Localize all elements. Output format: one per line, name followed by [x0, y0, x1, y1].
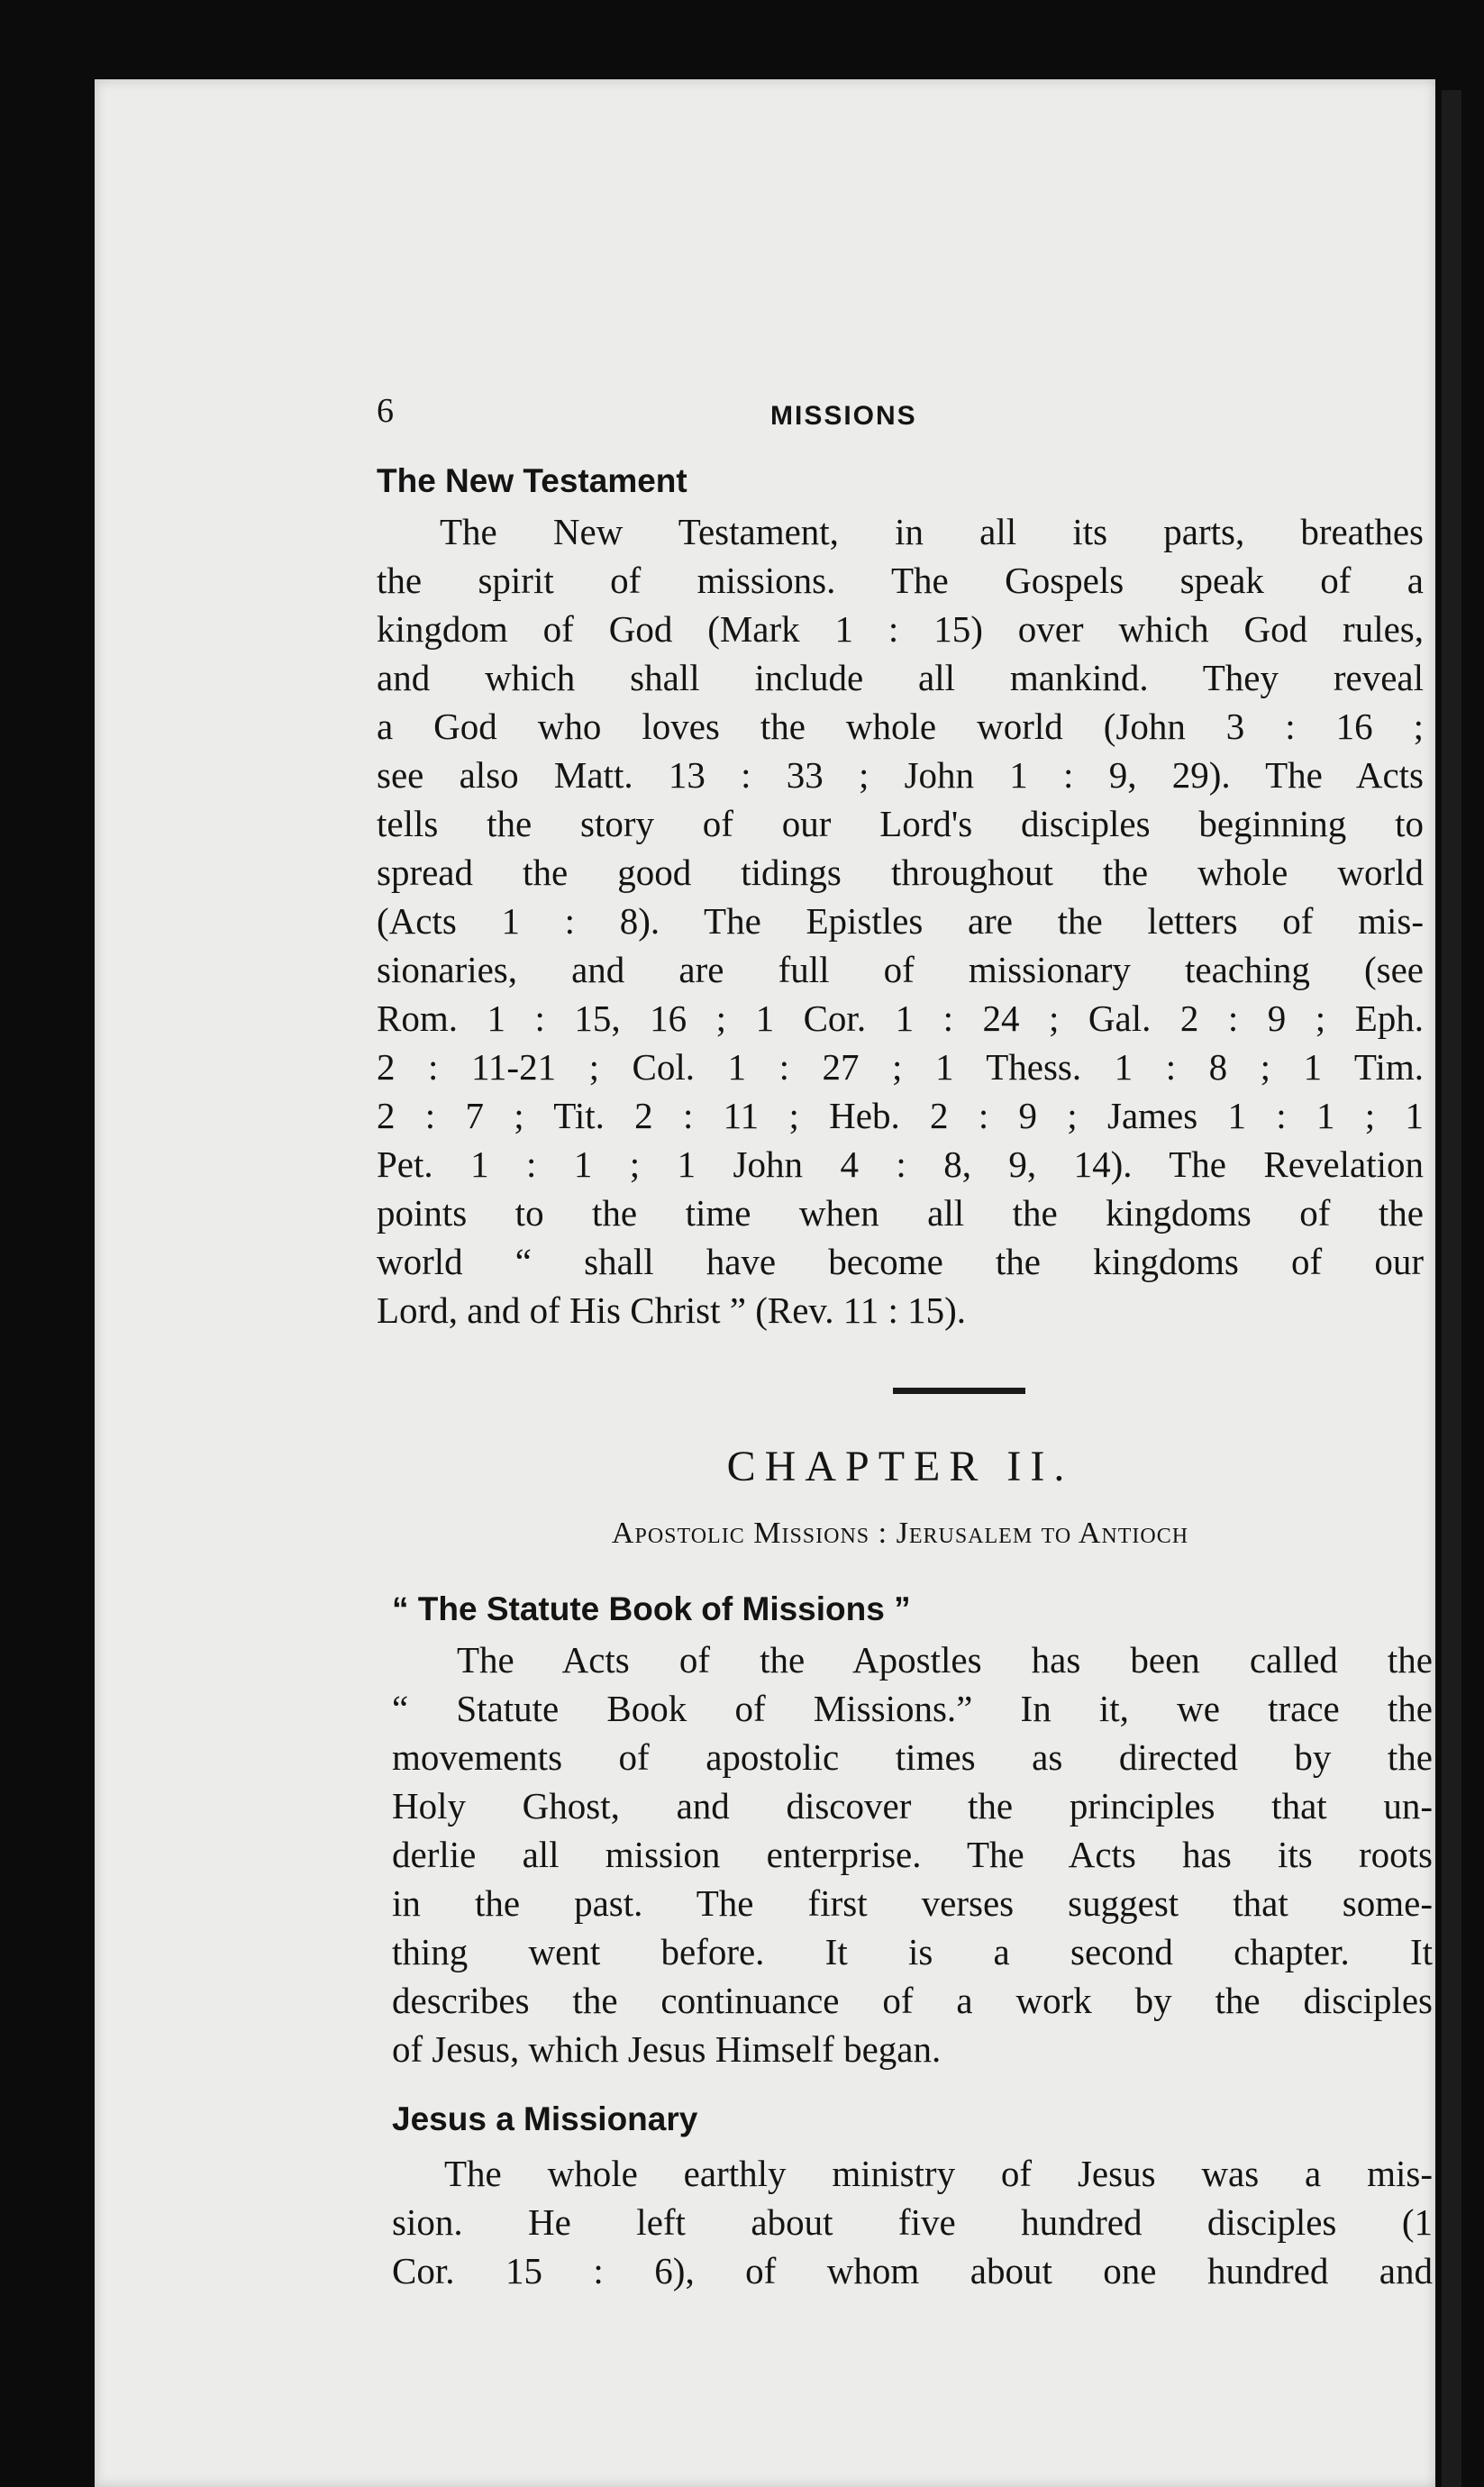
paragraph-line: The Acts of the Apostles has been called the [457, 1639, 1433, 1681]
paragraph-line: Lord, and of His Christ ” (Rev. 11 : 15). [377, 1289, 966, 1331]
chapter-subtitle-text: Apostolic Missions : Jerusalem to Antioch [611, 1517, 1189, 1550]
paragraph-line: 2 : 7 ; Tit. 2 : 11 ; Heb. 2 : 9 ; James 1 : 1 ; 1 [377, 1095, 1424, 1136]
paragraph-line: of Jesus, which Jesus Himself began. [392, 2028, 942, 2070]
section-heading-new-testament: The New Testament [377, 462, 687, 499]
paragraph-line: see also Matt. 13 : 33 ; John 1 : 9, 29). The Acts [377, 754, 1424, 796]
paragraph-line: sion. He left about five hundred disciples (1 [392, 2201, 1433, 2243]
paragraph-line: The whole earthly ministry of Jesus was a mis- [444, 2153, 1433, 2194]
paragraph-line: tells the story of our Lord's disciples beginning to [377, 803, 1424, 844]
paragraph-line: Holy Ghost, and discover the principles that un- [392, 1785, 1433, 1827]
adjacent-page-edge [1442, 90, 1461, 2487]
paragraph-line: world “ shall have become the kingdoms of our [377, 1241, 1424, 1282]
paragraph-line: thing went before. It is a second chapter. It [392, 1931, 1433, 1972]
paragraph-line: kingdom of God (Mark 1 : 15) over which God rules, [377, 608, 1424, 650]
paragraph-line: Cor. 15 : 6), of whom about one hundred and [392, 2250, 1433, 2291]
paragraph-line: points to the time when all the kingdoms of the [377, 1192, 1424, 1234]
page-number: 6 [377, 392, 394, 430]
running-head: MISSIONS [770, 401, 917, 431]
paragraph-line: The New Testament, in all its parts, breathes [440, 511, 1424, 552]
chapter-subtitle [377, 1510, 1424, 1557]
section-divider-rule [893, 1388, 1025, 1394]
paragraph-line: in the past. The first verses suggest that some- [392, 1882, 1433, 1924]
paragraph-line: (Acts 1 : 8). The Epistles are the letters of mis- [377, 900, 1424, 942]
section-heading-jesus-missionary: Jesus a Missionary [392, 2100, 698, 2137]
paragraph-line: 2 : 11-21 ; Col. 1 : 27 ; 1 Thess. 1 : 8 ; 1 Tim. [377, 1046, 1424, 1088]
chapter-title: CHAPTER II. [726, 1443, 1074, 1490]
paragraph-line: sionaries, and are full of missionary teaching (see [377, 949, 1424, 990]
book-page [95, 79, 1435, 2487]
paragraph-line: Rom. 1 : 15, 16 ; 1 Cor. 1 : 24 ; Gal. 2 : 9 ; Eph. [377, 998, 1424, 1039]
paragraph-line: the spirit of missions. The Gospels speak of a [377, 560, 1424, 601]
paragraph-line: spread the good tidings throughout the whole world [377, 852, 1424, 893]
section-heading-statute-book: “ The Statute Book of Missions ” [392, 1590, 911, 1627]
paragraph-line: movements of apostolic times as directed by the [392, 1736, 1433, 1778]
paragraph-line: derlie all mission enterprise. The Acts has its roots [392, 1834, 1433, 1875]
paragraph-line: and which shall include all mankind. They reveal [377, 657, 1424, 698]
paragraph-line: “ Statute Book of Missions.” In it, we trace the [392, 1688, 1433, 1729]
paragraph-line: Pet. 1 : 1 ; 1 John 4 : 8, 9, 14). The Revelation [377, 1143, 1424, 1185]
paragraph-line: describes the continuance of a work by the disciples [392, 1980, 1433, 2021]
paragraph-line: a God who loves the whole world (John 3 : 16 ; [377, 706, 1424, 747]
